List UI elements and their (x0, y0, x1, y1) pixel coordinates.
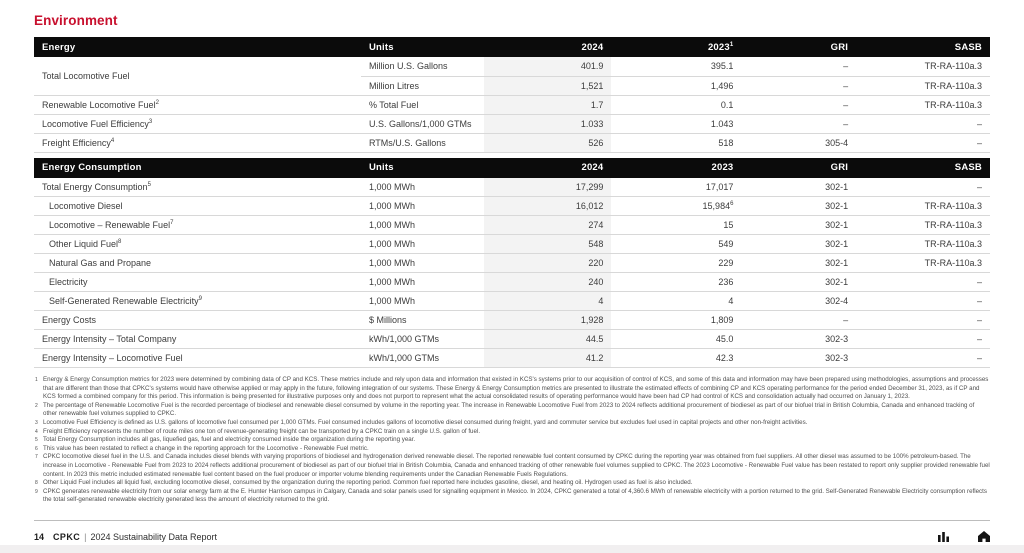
value-2024: 17,299 (484, 178, 611, 197)
footnote-number: 5 (35, 437, 38, 444)
table-header-row (34, 37, 990, 57)
metric-label: Freight Efficiency$^4$ (34, 133, 361, 152)
footnote-ref: 9 (198, 296, 202, 302)
footnote (34, 488, 990, 505)
gri-cell: – (741, 95, 856, 114)
sasb-cell: – (856, 311, 990, 330)
metric-label: Renewable Locomotive Fuel$^2$ (34, 95, 361, 114)
footnote-number: 6 (35, 445, 38, 452)
metric-label: Total Locomotive Fuel (34, 57, 361, 95)
value-2024: 41.2 (484, 349, 611, 368)
metric-label: Energy Intensity – Locomotive Fuel (34, 349, 361, 368)
footnote-text: Freight Efficiency represents the number of route miles one ton of revenue-generating freight can be transported by a CPKC train on a single U.S. gallon of fuel. (43, 427, 481, 435)
sasb-cell: – (856, 114, 990, 133)
units-cell: 1,000 MWh (361, 254, 484, 273)
table-row (34, 57, 990, 76)
footnote (34, 436, 990, 445)
column-header-gri: GRI (741, 158, 856, 178)
table-row (34, 197, 990, 216)
sasb-cell: TR-RA-110a.3 (856, 235, 990, 254)
footnote-number: 3 (35, 419, 38, 426)
column-header-2024: 2024 (484, 158, 611, 178)
column-header-energy-consumption: Energy Consumption (34, 158, 361, 178)
value-2024: 44.5 (484, 330, 611, 349)
footnote-text: Total Energy Consumption includes all gas, liquefied gas, fuel and electricity consumed inside the organization during the reporting year. (43, 436, 416, 444)
column-header-2023: 2023$^1$ (611, 37, 741, 57)
footnote (34, 479, 990, 488)
units-cell: 1,000 MWh (361, 235, 484, 254)
sasb-cell: TR-RA-110a.3 (856, 254, 990, 273)
metric-label: Locomotive Fuel Efficiency$^3$ (34, 114, 361, 133)
page-footer (34, 531, 990, 542)
sasb-cell: – (856, 273, 990, 292)
value-2023: 395.1 (611, 57, 741, 76)
footnote (34, 428, 990, 437)
footnote-number: 9 (35, 488, 38, 495)
footnote-number: 8 (35, 480, 38, 487)
units-cell: Million Litres (361, 76, 484, 95)
units-cell: U.S. Gallons/1,000 GTMs (361, 114, 484, 133)
table-row (34, 273, 990, 292)
value-2023: 45.0 (611, 330, 741, 349)
energy-table (34, 37, 990, 153)
footnote-number: 4 (35, 428, 38, 435)
footnote-text: Other Liquid Fuel includes all liquid fuel, excluding locomotive diesel, consumed by the organization during the reporting period. Common fuel reported here includes gasoline, diesel, and heating oil. Hydrogen used as fuel is also included. (43, 479, 693, 487)
footnote-number: 1 (35, 377, 38, 383)
value-2024: 220 (484, 254, 611, 273)
gri-cell: 305-4 (741, 133, 856, 152)
table-row (34, 235, 990, 254)
sasb-cell: TR-RA-110a.3 (856, 197, 990, 216)
value-2024: 240 (484, 273, 611, 292)
units-cell: kWh/1,000 GTMs (361, 330, 484, 349)
value-2023: 15 (611, 216, 741, 235)
footnote (34, 419, 990, 428)
sasb-cell: – (856, 330, 990, 349)
value-2023: 518 (611, 133, 741, 152)
value-2023: 15,984$^6$ (611, 197, 741, 216)
gri-cell: – (741, 114, 856, 133)
metric-label: Energy Costs (34, 311, 361, 330)
units-cell: 1,000 MWh (361, 216, 484, 235)
value-2023: 1,496 (611, 76, 741, 95)
brand-logo: CPKC (53, 531, 81, 542)
gri-cell: 302-1 (741, 273, 856, 292)
table-row (34, 254, 990, 273)
footnote-ref: 8 (118, 239, 122, 245)
energy-consumption-table (34, 158, 990, 369)
gri-cell: 302-3 (741, 349, 856, 368)
gri-cell: 302-4 (741, 292, 856, 311)
home-icon[interactable] (978, 531, 990, 542)
sasb-cell: – (856, 178, 990, 197)
metric-label: Locomotive – Renewable Fuel$^7$ (34, 216, 361, 235)
metric-label: Locomotive Diesel (34, 197, 361, 216)
metric-label: Energy Intensity – Total Company (34, 330, 361, 349)
metric-label: Natural Gas and Propane (34, 254, 361, 273)
value-2023: 4 (611, 292, 741, 311)
value-2023: 549 (611, 235, 741, 254)
table-row (34, 216, 990, 235)
footnote-number: 2 (35, 402, 38, 409)
value-2024: 548 (484, 235, 611, 254)
footnote (34, 402, 990, 419)
metric-label: Self-Generated Renewable Electricity$^9$ (34, 292, 361, 311)
value-2024: 4 (484, 292, 611, 311)
sasb-cell: TR-RA-110a.3 (856, 216, 990, 235)
value-2024: 1,521 (484, 76, 611, 95)
column-header-units: Units (361, 37, 484, 57)
value-2024: 1.7 (484, 95, 611, 114)
footnote (34, 376, 990, 402)
footnote-number: 7 (35, 454, 38, 461)
value-2023: 17,017 (611, 178, 741, 197)
table-row (34, 330, 990, 349)
gri-cell: – (741, 311, 856, 330)
units-cell: RTMs/U.S. Gallons (361, 133, 484, 152)
sasb-cell: – (856, 133, 990, 152)
report-title: 2024 Sustainability Data Report (90, 531, 218, 542)
footnote-ref: 2 (155, 99, 159, 106)
footnote-ref: 6 (730, 201, 734, 207)
gri-cell: – (741, 57, 856, 76)
units-cell: % Total Fuel (361, 95, 484, 114)
table-row (34, 133, 990, 152)
column-header-energy: Energy (34, 37, 361, 57)
value-2023: 229 (611, 254, 741, 273)
table-row (34, 311, 990, 330)
sasb-cell: – (856, 292, 990, 311)
value-2024: 1.033 (484, 114, 611, 133)
units-cell: Million U.S. Gallons (361, 57, 484, 76)
table-row (34, 114, 990, 133)
footnote (34, 453, 990, 479)
table-header-row (34, 158, 990, 178)
table-row (34, 349, 990, 368)
units-cell: $ Millions (361, 311, 484, 330)
value-2023: 236 (611, 273, 741, 292)
sasb-cell: TR-RA-110a.3 (856, 76, 990, 95)
footer-divider: | (84, 531, 87, 542)
bar-chart-icon[interactable] (938, 531, 949, 542)
footer-divider-line (34, 520, 990, 521)
metric-label: Total Energy Consumption$^5$ (34, 178, 361, 197)
units-cell: 1,000 MWh (361, 273, 484, 292)
footnote-ref: 1 (729, 41, 734, 48)
value-2023: 0.1 (611, 95, 741, 114)
units-cell: kWh/1,000 GTMs (361, 349, 484, 368)
value-2024: 16,012 (484, 197, 611, 216)
footnote-text: Energy & Energy Consumption metrics for 2023 were determined by combining data of CP and KCS. These metrics include and rely upon data and information that existed in KCS's systems prior to our acquisition of control of KCS, and some of this data and information may have been prepared using methodologies, assumptions and processes that are different than those that CPKC's systems would have otherwise applied or may apply in the future, following integration of our systems. These Energy & Energy Consumption metrics are presented to illustrate the estimated effects of combining CP and KCS operating performance for the period ended December 31, 2023, as if CP and KCS formed a combined company for this period. This information is being presented for illustrative purposes only and does not purport to represent what the actual consolidated results of operating performance would have been had CP had control of KCS and consolidation actually had occurred on January 1, 2023. (43, 376, 989, 401)
footer-nav-icons (938, 531, 990, 542)
value-2024: 401.9 (484, 57, 611, 76)
table-row (34, 95, 990, 114)
table-row (34, 292, 990, 311)
footnote-ref: 3 (148, 118, 153, 125)
value-2023: 42.3 (611, 349, 741, 368)
column-header-2024: 2024 (484, 37, 611, 57)
sasb-cell: TR-RA-110a.3 (856, 95, 990, 114)
value-2024: 274 (484, 216, 611, 235)
footnote-text: This value has been restated to reflect a change in the reporting approach for the Locomotive - Renewable Fuel metric. (43, 444, 369, 452)
value-2024: 526 (484, 133, 611, 152)
bottom-page-strip (0, 545, 1024, 553)
footnote-ref: 4 (110, 137, 115, 144)
units-cell: 1,000 MWh (361, 178, 484, 197)
footnotes-section (34, 376, 990, 505)
page-number: 14 (34, 531, 45, 542)
footnote-text: CPKC generates renewable electricity from our solar energy farm at the E. Hunter Harrison campus in Calgary, Canada and solar panels used for signalling equipment in Mexico. In 2024, CPKC generated a total of 4,360.6 MWh of renewable electricity with a portion returned to the grid. Self-Generated Renewable Electricity consumption reflects the total self-generated renewable electricity generated less the amount of electricity returned to the grid. (43, 487, 987, 504)
metric-label: Other Liquid Fuel$^8$ (34, 235, 361, 254)
table-row (34, 178, 990, 197)
column-header-gri: GRI (741, 37, 856, 57)
units-cell: 1,000 MWh (361, 292, 484, 311)
gri-cell: 302-3 (741, 330, 856, 349)
value-2024: 1,928 (484, 311, 611, 330)
column-header-2023: 2023 (611, 158, 741, 178)
footnote-text: Locomotive Fuel Efficiency is defined as U.S. gallons of locomotive fuel consumed per 1,000 GTMs. Fuel consumed includes gallons of locomotive diesel consumed during freight, yard and commuter service but excludes fuel used in capital projects and other non-freight activities. (43, 418, 808, 426)
gri-cell: 302-1 (741, 197, 856, 216)
footnote-ref: 5 (147, 181, 151, 188)
footnote-text: CPKC locomotive diesel fuel in the U.S. and Canada includes diesel blends with varying proportions of biodiesel and hydrogenation derived renewable diesel. The reported renewable fuel content consumed by CPKC during the reporting year was obtained from fuel suppliers. All other diesel was assumed to be 100% petroleum-based. The increase in Locomotive - Renewable Fuel from 2023 to 2024 reflects additional procurement of biodiesel as part of our biofuel trial in British Columbia, Canada and enhanced tracking of other renewable fuel volumes supplied to CPKC. The 2023 Locomotive - Renewable Fuel value has been restated to report only supplier provided renewable fuel content. In 2023 this metric included estimated renewable fuel content based on the fuel producer or importer volume blending requirements under the Canadian Renewable Fuels Regulations. (43, 453, 990, 478)
value-2023: 1.043 (611, 114, 741, 133)
column-header-units: Units (361, 158, 484, 178)
sasb-cell: – (856, 349, 990, 368)
gri-cell: 302-1 (741, 254, 856, 273)
sasb-cell: TR-RA-110a.3 (856, 57, 990, 76)
footnote-text: The percentage of Renewable Locomotive Fuel is the recorded percentage of biodiesel and renewable diesel consumed by volume in the reporting year. The increase in Renewable Locomotive Fuel from 2023 to 2024 reflects additional procurement of biodiesel as part of our biofuel trial in British Columbia, Canada and enhanced tracking of other renewable fuel volumes supplied to CPKC. (43, 401, 975, 418)
column-header-sasb: SASB (856, 37, 990, 57)
footnote (34, 445, 990, 454)
metric-label: Electricity (34, 273, 361, 292)
page-title: Environment (34, 13, 118, 28)
gri-cell: – (741, 76, 856, 95)
units-cell: 1,000 MWh (361, 197, 484, 216)
footnote-ref: 7 (170, 220, 174, 226)
column-header-sasb: SASB (856, 158, 990, 178)
gri-cell: 302-1 (741, 216, 856, 235)
gri-cell: 302-1 (741, 178, 856, 197)
value-2023: 1,809 (611, 311, 741, 330)
gri-cell: 302-1 (741, 235, 856, 254)
